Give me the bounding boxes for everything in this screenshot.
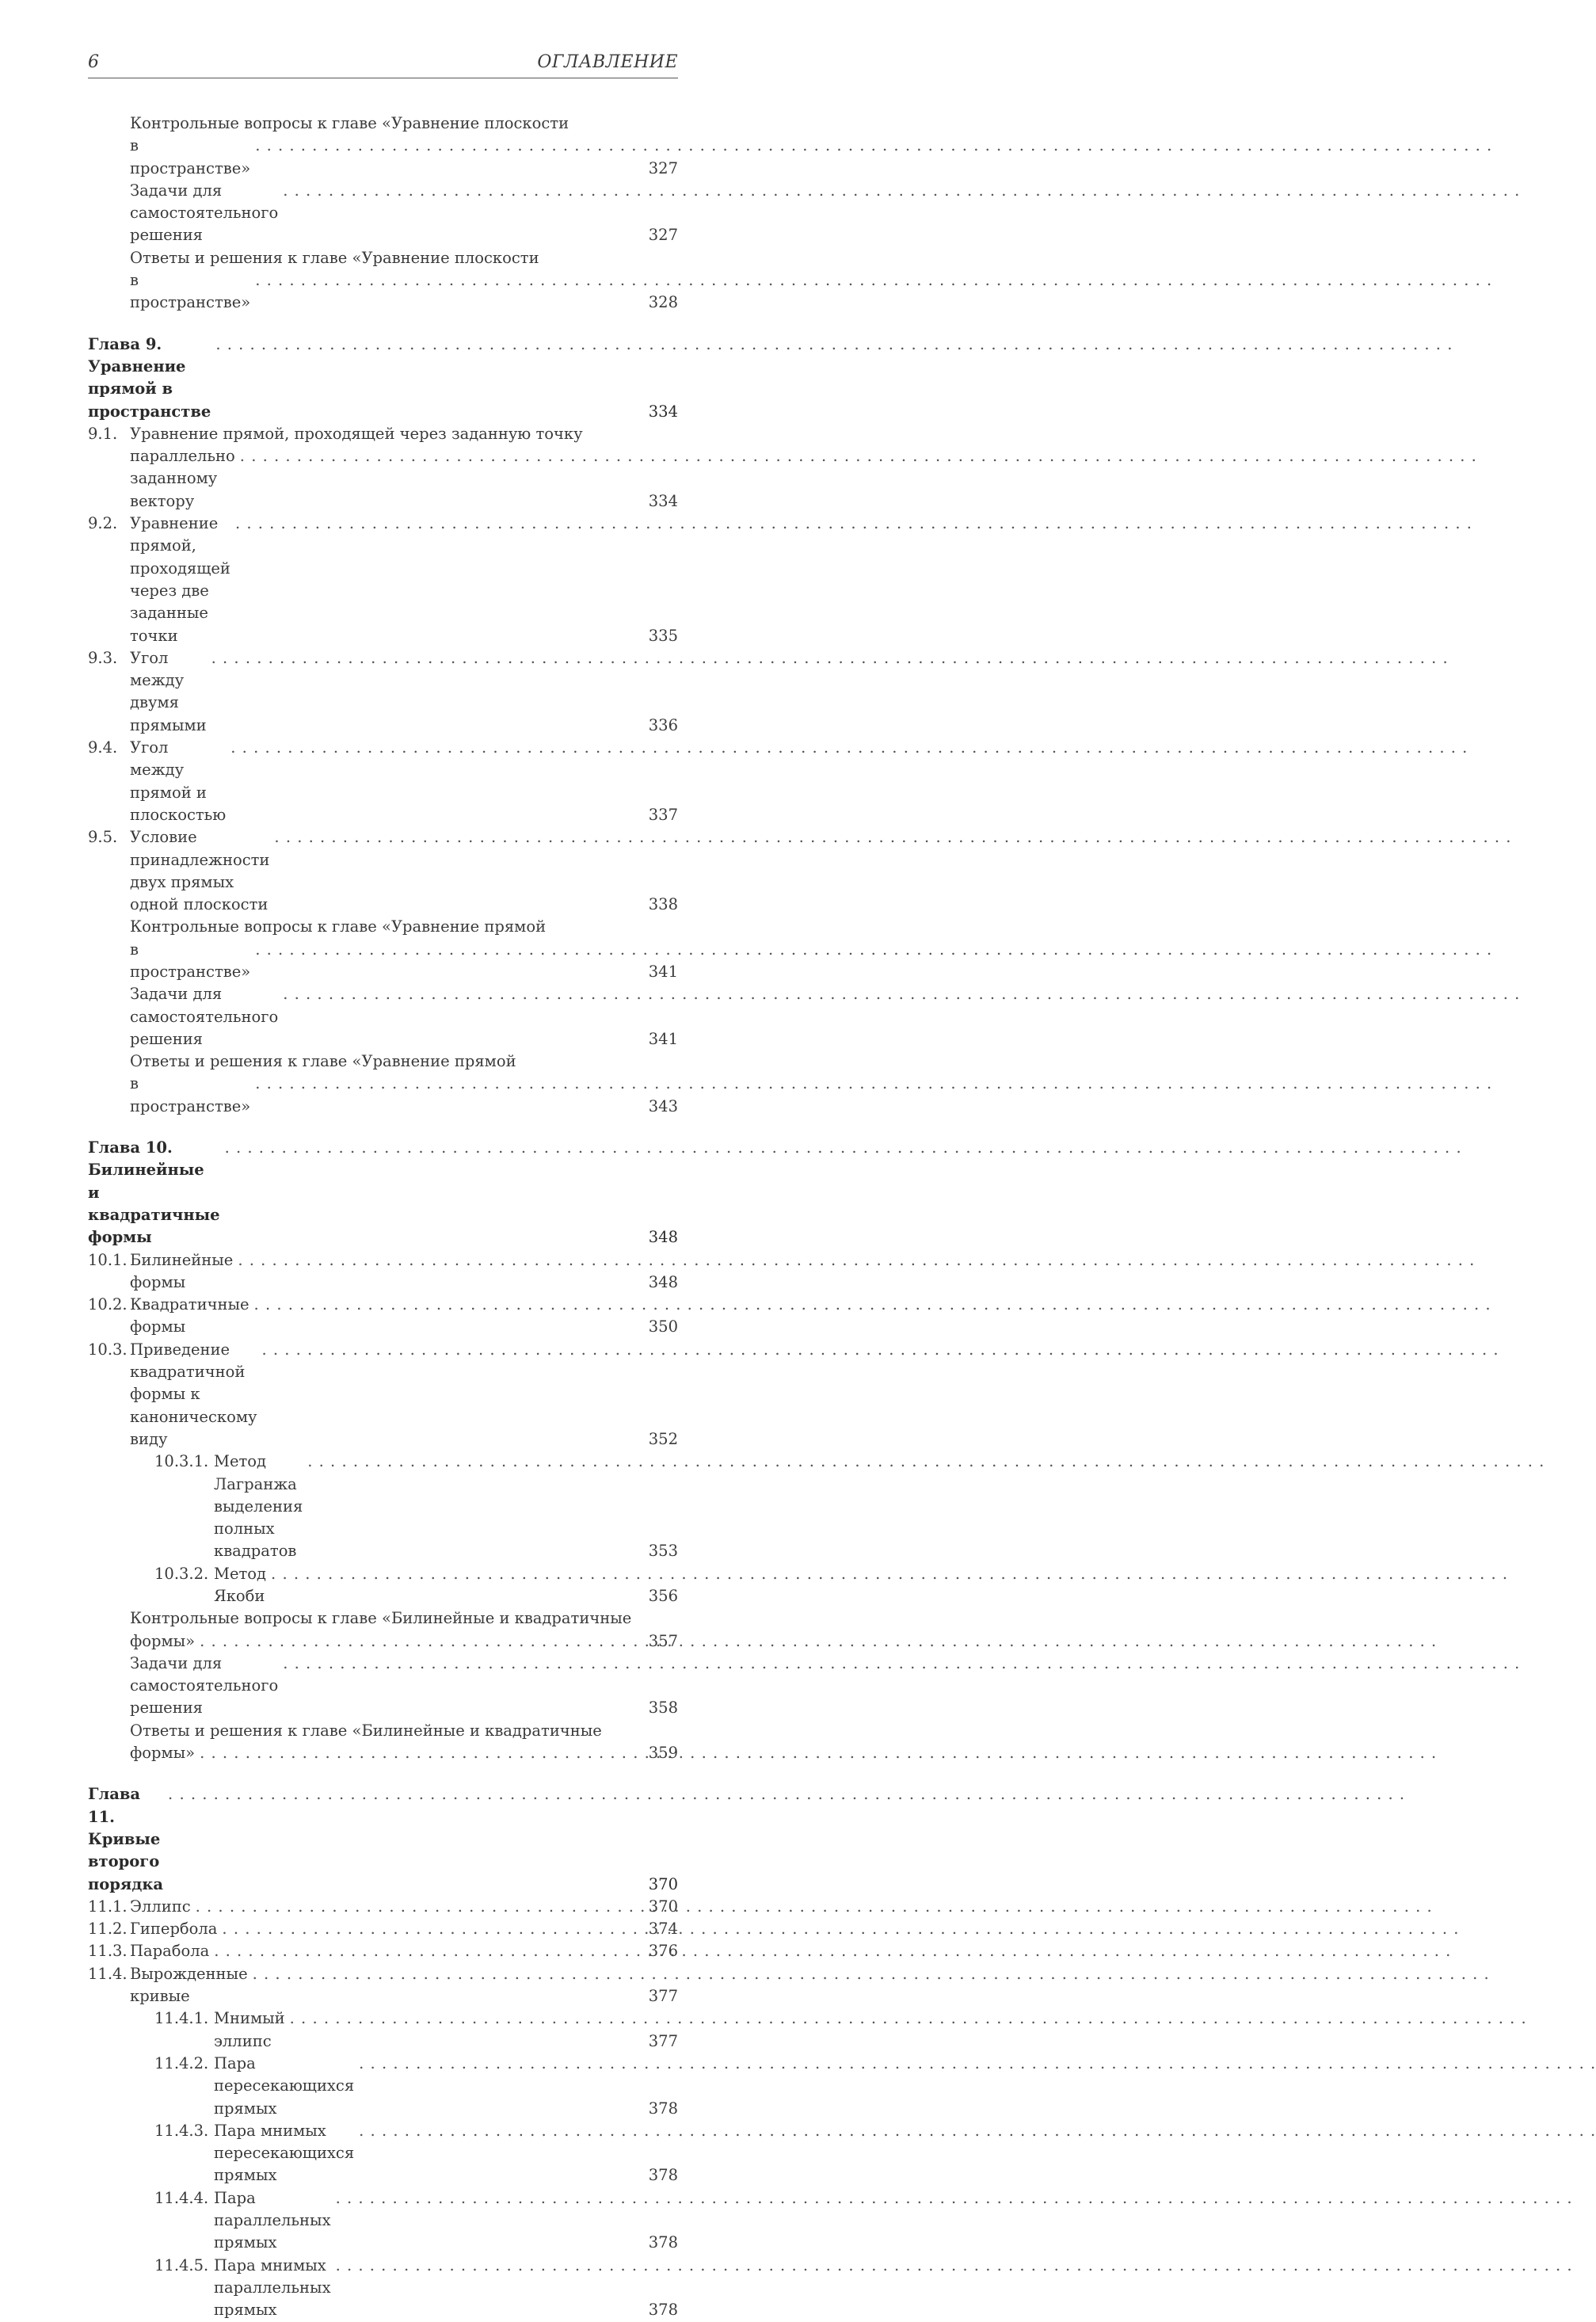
toc-subsection-10-3-1[interactable] [88, 1451, 678, 1562]
page-ref: 378 [648, 2166, 678, 2185]
page-ref: 378 [648, 2099, 678, 2118]
entry-title: Билинейные формы [130, 1250, 234, 1291]
page-ref: 334 [648, 491, 678, 510]
toc-section-10-1[interactable] [88, 1249, 678, 1294]
dot-leader [257, 1339, 1499, 1361]
toc-section-11-4[interactable] [88, 1963, 678, 2008]
dot-leader [266, 1563, 1508, 1585]
page-ref: 337 [648, 805, 678, 824]
section-number: 10.2. [88, 1295, 128, 1314]
toc-section-11-2[interactable] [88, 1918, 678, 1940]
toc-chapter-9[interactable] [88, 334, 678, 423]
page-ref: 370 [648, 1874, 678, 1893]
page-ref: 358 [648, 1699, 678, 1718]
dot-leader [278, 983, 1520, 1005]
section-number: 9.5. [88, 828, 118, 847]
page-ref: 376 [648, 1942, 678, 1961]
toc-entry-exercises-ch9[interactable] [88, 983, 678, 1050]
toc-entry-exercises-ch8[interactable] [88, 180, 678, 247]
entry-title: Пара мнимых пересекающихся прямых [214, 2121, 355, 2185]
page-ref: 336 [648, 715, 678, 734]
page-ref: 374 [648, 1920, 678, 1939]
section-number: 11.4.4. [154, 2188, 209, 2207]
dot-leader [235, 445, 1477, 467]
dot-leader [226, 737, 1468, 759]
entry-title-line1: Контрольные вопросы к главе «Уравнение прямой [130, 917, 547, 936]
page-ref: 341 [648, 962, 678, 981]
dot-leader [195, 1742, 1437, 1764]
entry-title-line1: Ответы и решения к главе «Уравнение прямой [130, 1052, 516, 1071]
entry-title-line1: Уравнение прямой, проходящей через заданную точку [130, 424, 583, 443]
toc-section-9-4[interactable] [88, 737, 678, 826]
entry-title: Уравнение прямой, проходящей через две заданные точки [130, 514, 230, 645]
dot-leader [217, 1918, 1459, 1940]
toc-entry-answers-ch8[interactable] [88, 247, 678, 315]
toc-section-9-5[interactable] [88, 826, 678, 916]
toc-chapter-11[interactable] [88, 1783, 678, 1895]
dot-leader [269, 826, 1511, 848]
page-ref: 357 [648, 1631, 678, 1650]
page-ref: 343 [648, 1096, 678, 1115]
toc-entry-answers-ch9[interactable] [88, 1050, 678, 1118]
dot-leader [207, 647, 1449, 669]
dot-leader [248, 1963, 1490, 1985]
toc-subsection-10-3-2[interactable] [88, 1563, 678, 1608]
section-number: 10.3.1. [154, 1452, 209, 1471]
toc-subsection-11-4-2[interactable] [88, 2053, 678, 2120]
dot-leader [354, 2053, 1596, 2075]
entry-title: Пара пересекающихся прямых [214, 2053, 355, 2118]
toc-section-10-2[interactable] [88, 1294, 678, 1339]
page-ref: 359 [648, 1744, 678, 1763]
entry-title: Метод Лагранжа выделения полных квадратов [214, 1452, 303, 1561]
dot-leader [331, 2255, 1573, 2277]
page-ref: 377 [648, 2031, 678, 2050]
page-ref: 348 [648, 1272, 678, 1291]
section-number: 11.2. [88, 1920, 128, 1939]
dot-leader [285, 2007, 1527, 2030]
page-ref: 334 [648, 402, 678, 421]
page-ref: 370 [648, 1897, 678, 1916]
dot-leader [220, 1137, 1462, 1159]
entry-title: Гипербола [130, 1920, 218, 1939]
running-title: ОГЛАВЛЕНИЕ [537, 52, 678, 72]
entry-title-line2: формы» [130, 1631, 196, 1650]
toc-section-9-2[interactable] [88, 513, 678, 647]
dot-leader [195, 1630, 1437, 1653]
section-number: 9.4. [88, 738, 118, 757]
entry-title: Мнимый эллипс [214, 2009, 285, 2050]
dot-leader [191, 1896, 1433, 1918]
section-number: 11.4. [88, 1964, 128, 1983]
entry-title-line2: в пространстве» [130, 1074, 251, 1115]
dot-leader [209, 1940, 1451, 1962]
entry-title-line2: в пространстве» [130, 271, 251, 312]
page-ref: 328 [648, 293, 678, 312]
page-ref: 335 [648, 626, 678, 645]
section-number: 9.3. [88, 648, 118, 667]
page-ref: 327 [648, 226, 678, 245]
dot-leader [249, 1294, 1491, 1316]
toc-entry-answers-ch10[interactable] [88, 1720, 678, 1765]
toc-section-9-3[interactable] [88, 647, 678, 737]
chapter-title: Глава 10. Билинейные и квадратичные формы [88, 1138, 220, 1247]
entry-title: Метод Якоби [214, 1564, 267, 1605]
page-ref: 338 [648, 895, 678, 914]
section-number: 9.2. [88, 514, 118, 533]
dot-leader [250, 135, 1492, 157]
entry-title: Парабола [130, 1942, 210, 1961]
dot-leader [354, 2120, 1596, 2142]
entry-title: Задачи для самостоятельного решения [130, 181, 279, 245]
entry-title-line1: Ответы и решения к главе «Уравнение плоскости [130, 248, 539, 267]
entry-title-line1: Ответы и решения к главе «Билинейные и квадратичные [130, 1721, 602, 1740]
section-number: 9.1. [88, 424, 118, 443]
toc-entry-control-questions-ch9[interactable] [88, 916, 678, 983]
entry-title: Задачи для самостоятельного решения [130, 1653, 279, 1718]
section-number: 10.3. [88, 1340, 128, 1359]
page-number: 6 [88, 52, 99, 72]
entry-title: Эллипс [130, 1897, 191, 1916]
dot-leader [278, 1653, 1520, 1675]
entry-title: Приведение квадратичной формы к каноническому виду [130, 1340, 257, 1448]
page-ref: 377 [648, 1987, 678, 2006]
dot-leader [303, 1451, 1545, 1473]
page-ref: 352 [648, 1429, 678, 1448]
toc-section-9-1[interactable] [88, 423, 678, 513]
toc-subsection-11-4-5[interactable] [88, 2255, 678, 2322]
entry-title: Угол между прямой и плоскостью [130, 738, 227, 824]
toc-chapter-10[interactable] [88, 1137, 678, 1249]
section-number: 11.3. [88, 1942, 128, 1961]
chapter-title: Глава 11. Кривые второго порядка [88, 1785, 164, 1893]
toc-subsection-11-4-1[interactable] [88, 2007, 678, 2053]
toc-entry-control-questions-ch10[interactable] [88, 1607, 678, 1653]
page-ref: 350 [648, 1317, 678, 1336]
section-number: 11.4.1. [154, 2009, 209, 2028]
entry-title: Условие принадлежности двух прямых одной плоскости [130, 828, 270, 914]
dot-leader [211, 334, 1453, 356]
page-ref: 327 [648, 158, 678, 177]
dot-leader [163, 1783, 1405, 1805]
entry-title: Пара мнимых параллельных прямых [214, 2255, 331, 2320]
dot-leader [331, 2187, 1573, 2210]
entry-title-line2: формы» [130, 1744, 196, 1763]
page-ref: 378 [648, 2233, 678, 2252]
toc-subsection-11-4-4[interactable] [88, 2187, 678, 2255]
toc-section-11-3[interactable] [88, 1940, 678, 1962]
chapter-title: Глава 9. Уравнение прямой в пространстве [88, 334, 211, 421]
table-of-contents [88, 112, 678, 2322]
entry-title-line2: в пространстве» [130, 940, 251, 981]
section-number: 10.1. [88, 1250, 128, 1269]
page-ref: 341 [648, 1029, 678, 1048]
running-header [88, 51, 678, 78]
entry-title: Пара параллельных прямых [214, 2188, 331, 2252]
section-number: 10.3.2. [154, 1564, 209, 1583]
dot-leader [250, 1073, 1492, 1095]
toc-section-11-1[interactable] [88, 1896, 678, 1918]
entry-title: Вырожденные кривые [130, 1964, 248, 2006]
section-number: 11.4.2. [154, 2053, 209, 2072]
toc-section-10-3[interactable] [88, 1339, 678, 1451]
toc-subsection-11-4-3[interactable] [88, 2120, 678, 2187]
entry-title: Задачи для самостоятельного решения [130, 985, 279, 1048]
section-number: 11.4.5. [154, 2255, 209, 2274]
toc-entry-exercises-ch10[interactable] [88, 1653, 678, 1720]
dot-leader [250, 939, 1492, 961]
section-number: 11.4.3. [154, 2121, 209, 2140]
entry-title-line2: параллельно заданному вектору [130, 447, 235, 510]
entry-title: Угол между двумя прямыми [130, 648, 207, 734]
page-ref: 356 [648, 1587, 678, 1605]
page-ref: 353 [648, 1542, 678, 1561]
dot-leader [278, 180, 1520, 202]
page-ref: 348 [648, 1228, 678, 1247]
entry-title-line2: в пространстве» [130, 136, 251, 177]
entry-title-line1: Контрольные вопросы к главе «Уравнение плоскости [130, 114, 569, 132]
toc-entry-control-questions-ch8[interactable] [88, 112, 678, 180]
dot-leader [233, 1249, 1475, 1272]
entry-title: Квадратичные формы [130, 1295, 249, 1336]
section-number: 11.1. [88, 1897, 128, 1916]
dot-leader [230, 513, 1472, 535]
dot-leader [250, 269, 1492, 292]
entry-title-line1: Контрольные вопросы к главе «Билинейные и квадратичные [130, 1609, 632, 1628]
page-ref: 378 [648, 2301, 678, 2320]
